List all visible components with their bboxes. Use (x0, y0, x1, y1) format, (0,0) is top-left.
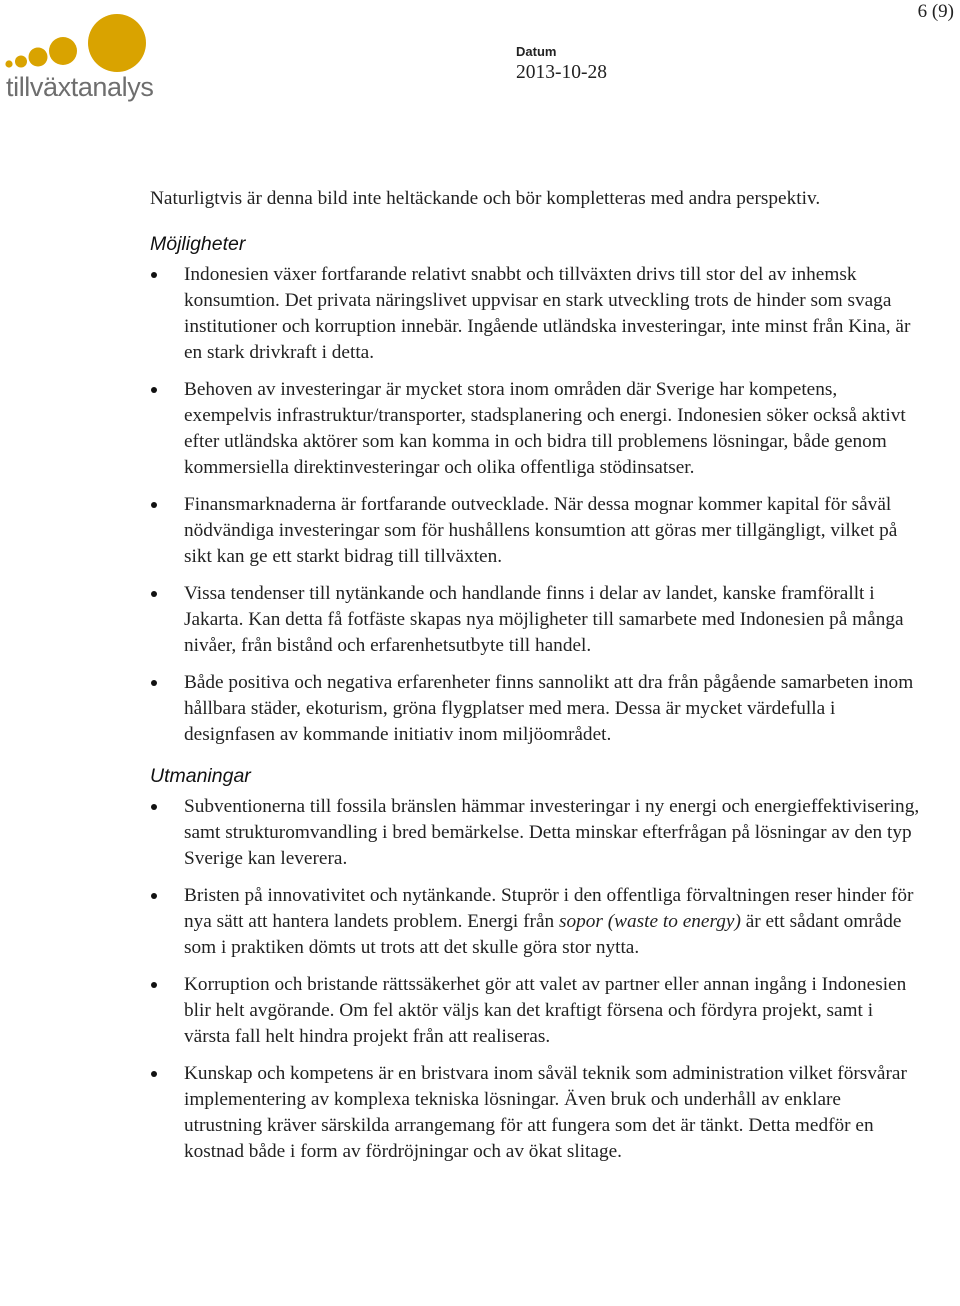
logo-dots-icon (0, 8, 160, 72)
tillvaxtanalys-logo (0, 8, 160, 102)
list-item: Indonesien växer fortfarande relativt snabbt och tillväxten drivs till stor del av inhemsk konsumtion. Det privata näringslivet uppvisar en stark utveckling trots de hinder som svaga institutioner och korruption innebär. Ingående utländska investeringar, inte minst från Kina, är en stark drivkraft i detta. (150, 262, 920, 366)
list-item: Subventionerna till fossila bränslen hämmar investeringar i ny energi och energieffektivisering, samt strukturomvandling i bred bemärkelse. Detta minskar efterfrågan på lösningar av den typ Sverige kan leverera. (150, 794, 920, 872)
logo-wordmark: tillväxtanalys (6, 72, 154, 102)
date-value: 2013-10-28 (516, 62, 607, 83)
mojligheter-list (150, 262, 920, 748)
list-item-italic: sopor (waste to energy) (558, 911, 741, 932)
document-body (150, 186, 920, 1176)
date-label: Datum (516, 44, 557, 59)
list-item-text: Bristen på innovativitet och nytänkande. Stuprör i den offentliga förvaltningen reser hinder för nya sätt att hantera landets problem. Energi från (184, 885, 914, 932)
list-item: Finansmarknaderna är fortfarande outvecklade. När dessa mognar kommer kapital för såväl nödvändiga investeringar som för hushållens konsumtion att göras mer tillgängligt, vilket på sikt kan ge ett starkt bidrag till tillväxten. (150, 492, 920, 570)
list-item: Kunskap och kompetens är en bristvara inom såväl teknik som administration vilket försvårar implementering av komplexa tekniska lösningar. Även bruk och underhåll av enklare utrustning kräver särskilda arrangemang för att fungera som det är tänkt. Detta medför en kostnad både i form av fördröjningar och av ökat slitage. (150, 1061, 920, 1165)
list-item: Behoven av investeringar är mycket stora inom områden där Sverige har kompetens, exempelvis infrastruktur/transporter, stadsplanering och energi. Indonesien söker också aktivt efter utländska aktörer som kan komma in och bidra till problemens lösningar, både genom kommersiella direktinvesteringar och olika offentliga stödinsatser. (150, 377, 920, 481)
list-item: Vissa tendenser till nytänkande och handlande finns i delar av landet, kanske framförallt i Jakarta. Kan detta få fotfäste skapas nya möjligheter till samarbete med Indonesien på många nivåer, från bistånd och erfarenhetsutbyte till handel. (150, 581, 920, 659)
section-title-mojligheter: Möjligheter (150, 233, 246, 255)
section-title-utmaningar: Utmaningar (150, 765, 251, 787)
date-block (516, 44, 607, 86)
list-item (150, 883, 920, 961)
list-item: Både positiva och negativa erfarenheter finns sannolikt att dra från pågående samarbeten inom hållbara städer, ekoturism, gröna flygplatser med mera. Dessa är mycket värdefulla i designfasen av kommande initiativ inom miljöområdet. (150, 670, 920, 748)
intro-paragraph: Naturligtvis är denna bild inte heltäckande och bör kompletteras med andra perspektiv. (150, 188, 821, 209)
list-item-text: är ett sådant område som i praktiken dömts ut trots att det skulle göra stor nytta. (184, 911, 902, 958)
list-item: Korruption och bristande rättssäkerhet gör att valet av partner eller annan ingång i Indonesien blir helt avgörande. Om fel aktör väljs kan det kraftigt försena och fördyra projekt, samt i värsta fall helt hindra projekt från att realiseras. (150, 972, 920, 1050)
page-number: 6 (9) (917, 1, 954, 22)
utmaningar-list (150, 794, 920, 1165)
